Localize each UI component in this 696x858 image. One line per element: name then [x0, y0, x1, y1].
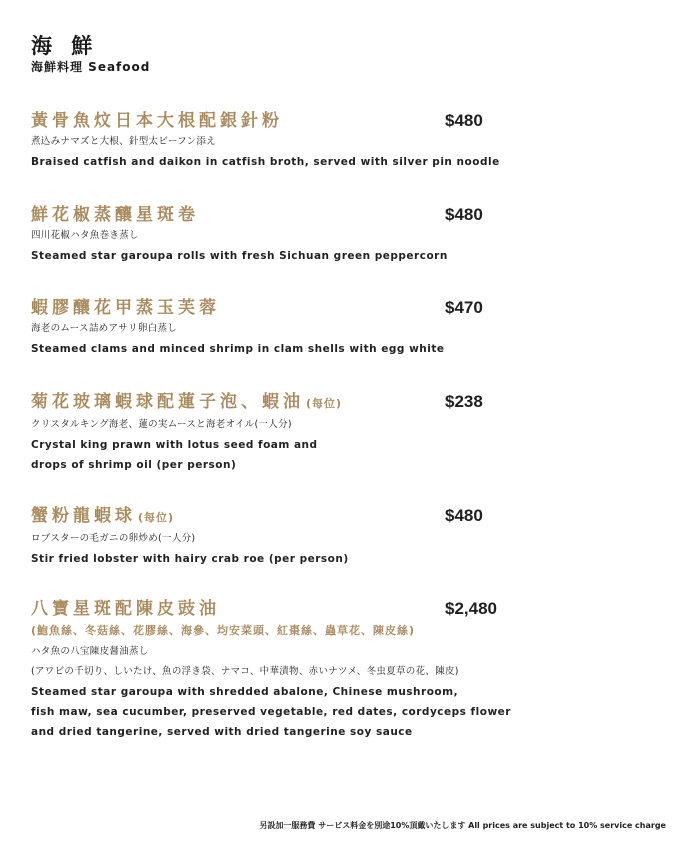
- dish-japanese: 四川花椒ハタ魚巻き蒸し: [31, 230, 139, 241]
- dish-price: $480: [445, 111, 483, 130]
- dish-japanese: クリスタルキング海老、蓮の実ムースと海老オイル(一人分): [31, 419, 292, 430]
- dish-name: 蝦膠釀花甲蒸玉芙蓉: [31, 298, 220, 318]
- dish-price: $470: [445, 298, 483, 317]
- dish-price: $238: [445, 392, 483, 411]
- dish-name: [31, 505, 651, 529]
- menu-item: [31, 505, 651, 569]
- dish-english: Stir fried lobster with hairy crab roe (per person): [31, 553, 349, 565]
- dish-name: 八寶星斑配陳皮豉油: [31, 599, 220, 619]
- dish-name: 鮮花椒蒸釀星斑卷: [31, 205, 199, 225]
- menu-item: [31, 598, 651, 742]
- dish-english: Steamed star garoupa rolls with fresh Sichuan green peppercorn: [31, 250, 448, 262]
- dish-japanese: 煮込みナマズと大根、針型太ビーフン添え: [31, 136, 216, 147]
- dish-english: Steamed clams and minced shrimp in clam shells with egg white: [31, 343, 445, 355]
- dish-name-text: 蟹粉龍蝦球: [31, 506, 136, 526]
- dish-price: $480: [445, 506, 483, 525]
- menu-item: [31, 204, 651, 266]
- dish-english: Steamed star garoupa with shredded abalone, Chinese mushroom,: [31, 686, 459, 698]
- dish-japanese: ハタ魚の八宝陳皮醤油蒸し: [31, 646, 149, 657]
- dish-english: and dried tangerine, served with dried tangerine soy sauce: [31, 726, 413, 738]
- page-title: 海 鮮: [31, 34, 99, 58]
- dish-japanese: 海老のムース詰めアサリ卵白蒸し: [31, 323, 178, 334]
- dish-price: $2,480: [445, 599, 497, 618]
- per-person-label: (每位): [306, 397, 343, 410]
- dish-english: drops of shrimp oil (per person): [31, 459, 237, 471]
- service-charge-note: 另設加一服務費 サービス料金を別途10%頂戴いたします All prices are subject to 10% service charge: [259, 821, 666, 830]
- dish-english: Braised catfish and daikon in catfish broth, served with silver pin noodle: [31, 156, 500, 168]
- dish-japanese-extra: (アワビの千切り、しいたけ、魚の浮き袋、ナマコ、中華漬物、赤いナツメ、冬虫夏草の花、陳皮): [31, 666, 459, 677]
- dish-name: [31, 391, 651, 415]
- dish-name-text: 菊花玻璃蝦球配蓮子泡、蝦油: [31, 392, 304, 412]
- dish-japanese: ロブスターの毛ガニの卵炒め(一人分): [31, 533, 196, 544]
- dish-english: Crystal king prawn with lotus seed foam and: [31, 439, 318, 451]
- dish-name: 黃骨魚炆日本大根配銀針粉: [31, 111, 283, 131]
- per-person-label: (每位): [138, 511, 175, 524]
- dish-price: $480: [445, 205, 483, 224]
- dish-english: fish maw, sea cucumber, preserved vegetable, red dates, cordyceps flower: [31, 706, 511, 718]
- dish-ingredients: (鮑魚絲、冬菇絲、花膠絲、海參、均安菜頭、紅棗絲、蟲草花、陳皮絲): [31, 624, 416, 637]
- menu-item: [31, 391, 651, 475]
- menu-item: [31, 297, 651, 359]
- page-subtitle: 海鮮料理 Seafood: [31, 60, 151, 74]
- menu-item: [31, 110, 651, 172]
